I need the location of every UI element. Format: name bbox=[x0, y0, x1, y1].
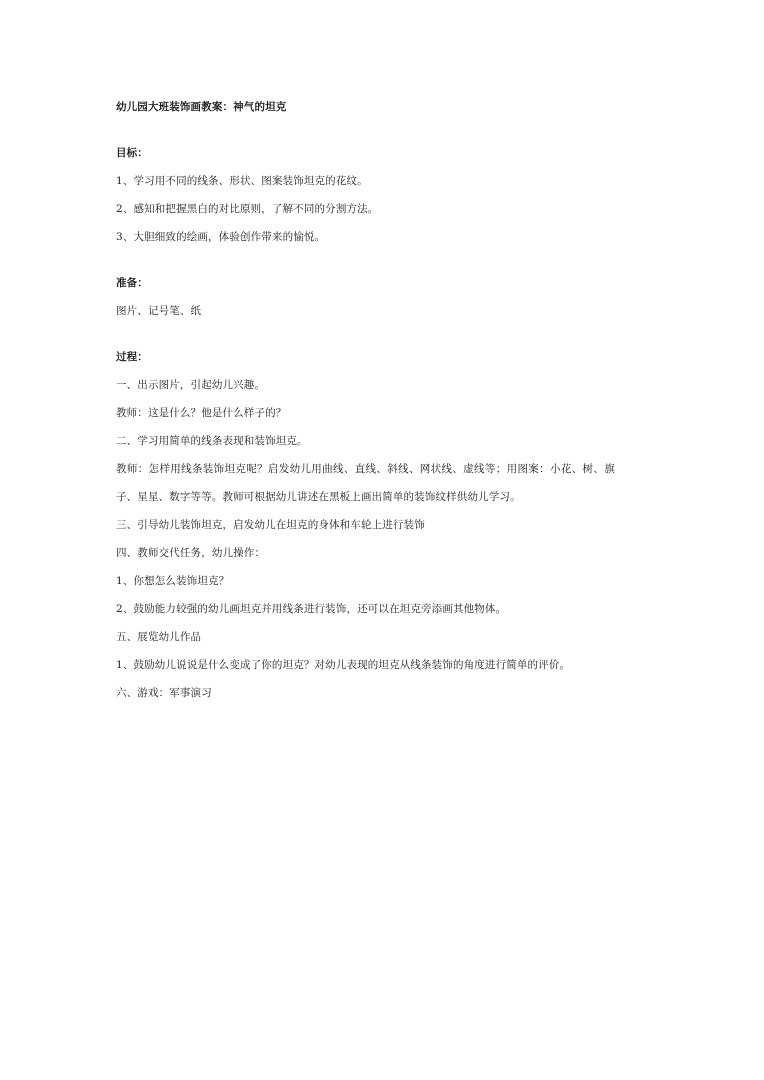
process-step: 2、鼓励能力较强的幼儿画坦克并用线条进行装饰，还可以在坦克旁添画其他物体。 bbox=[116, 603, 507, 615]
process-step: 教师：怎样用线条装饰坦克呢？启发幼儿用曲线、直线、斜线、网状线、虚线等；用图案：小花、树、旗 bbox=[116, 463, 616, 475]
prep-heading: 准备： bbox=[116, 277, 148, 289]
process-step: 一、出示图片，引起幼儿兴趣。 bbox=[116, 379, 266, 391]
document-title: 幼儿园大班装饰画教案：神气的坦克 bbox=[116, 101, 287, 113]
goal-item: 1、学习用不同的线条、形状、图案装饰坦克的花纹。 bbox=[116, 175, 368, 187]
process-step: 五、展览幼儿作品 bbox=[116, 631, 202, 643]
process-step: 二、学习用简单的线条表现和装饰坦克。 bbox=[116, 435, 308, 447]
process-step: 三、引导幼儿装饰坦克，启发幼儿在坦克的身体和车轮上进行装饰 bbox=[116, 519, 425, 531]
process-step: 1、鼓励幼儿说说是什么变成了你的坦克？对幼儿表现的坦克从线条装饰的角度进行简单的评价。 bbox=[116, 659, 571, 671]
process-heading: 过程： bbox=[116, 351, 148, 363]
process-step: 六、游戏：军事演习 bbox=[116, 687, 212, 699]
goal-item: 3、大胆细致的绘画，体验创作带来的愉悦。 bbox=[116, 231, 326, 243]
process-step: 教师：这是什么？他是什么样子的？ bbox=[116, 407, 287, 419]
goal-item: 2、感知和把握黑白的对比原则，了解不同的分割方法。 bbox=[116, 203, 379, 215]
goals-heading: 目标： bbox=[116, 147, 148, 159]
prep-text: 图片、记号笔、纸 bbox=[116, 305, 202, 317]
process-step: 1、你想怎么装饰坦克？ bbox=[116, 575, 230, 587]
process-step: 四、教师交代任务，幼儿操作： bbox=[116, 547, 266, 559]
process-step: 子、星星、数字等等。教师可根据幼儿讲述在黑板上画出简单的装饰纹样供幼儿学习。 bbox=[116, 491, 521, 503]
